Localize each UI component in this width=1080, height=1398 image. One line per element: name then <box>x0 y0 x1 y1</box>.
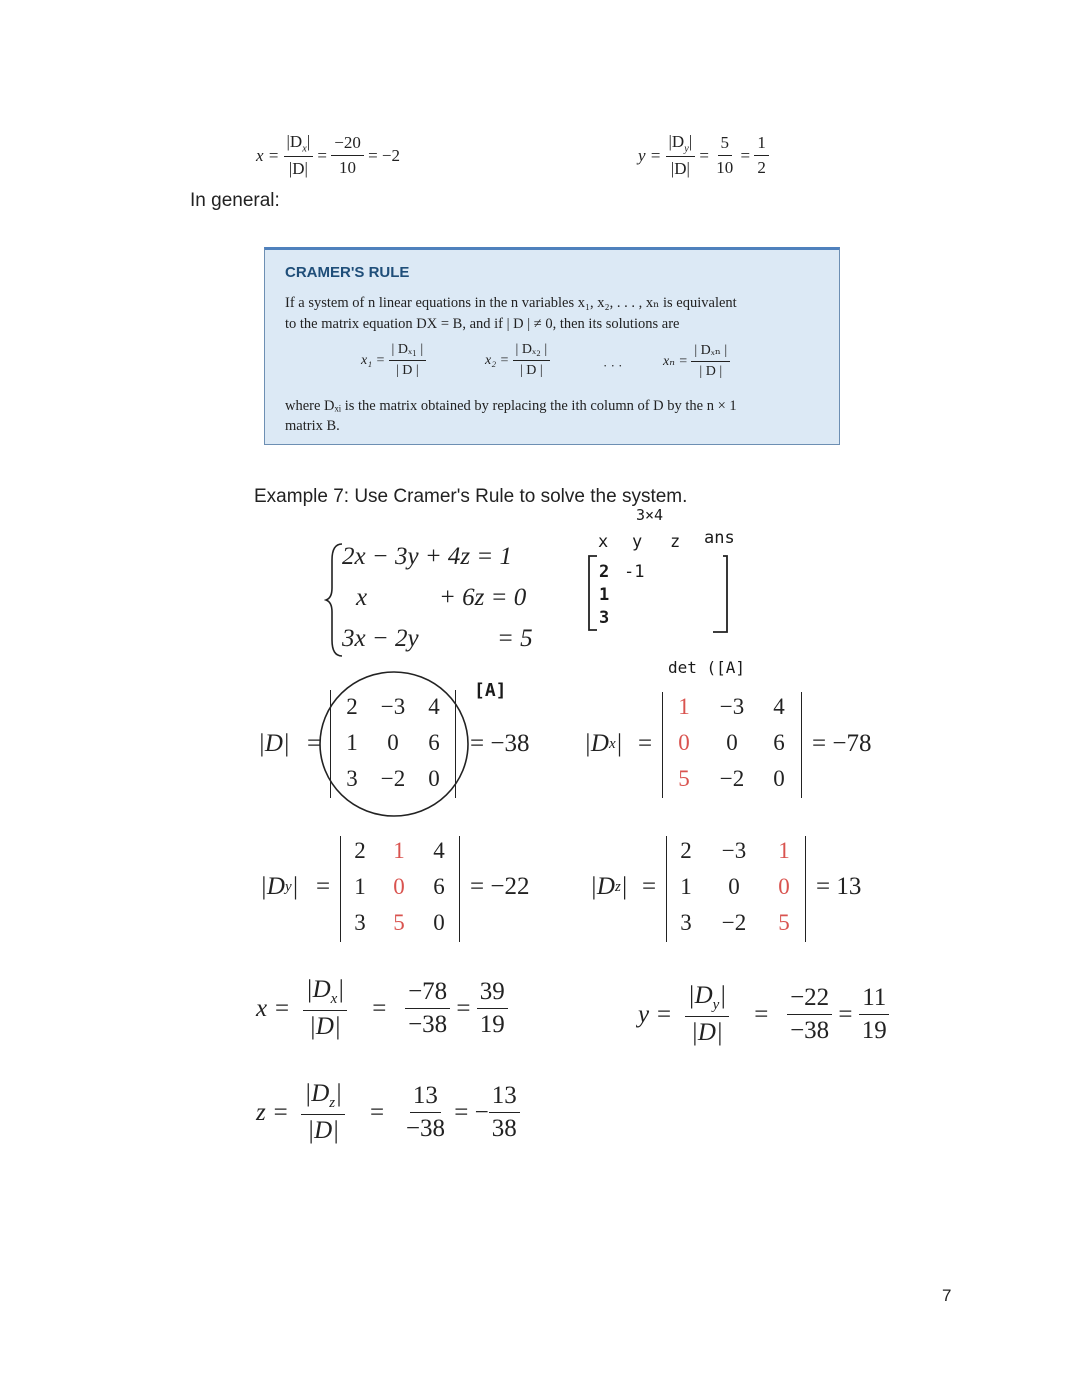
cramer-rule-box <box>264 247 840 445</box>
hand-det-label: det ([A] <box>668 658 746 677</box>
top-y-formula: y = $\frac{|D_y|}{|D|}$ = $\frac{5}{10}$ = $\frac{1}{2}$ <box>638 132 769 179</box>
det-D-result: = −38 <box>470 730 530 757</box>
det-Dx-matrix: 1 −3 4 0 0 6 5 −2 0 <box>662 692 802 798</box>
fraction: $\frac{11}{19}$ <box>859 984 890 1045</box>
x-lhs: x = <box>256 145 280 165</box>
hand-A-label: [A] <box>474 680 507 701</box>
handwritten-3x4: 3×4 <box>636 506 664 524</box>
cramer-title: CRAMER'S RULE <box>285 264 410 281</box>
hand-col1-r3: 3 <box>599 608 610 628</box>
in-general-label: In general: <box>190 190 280 211</box>
fraction: $\frac{-78}{-38}$ <box>405 978 450 1039</box>
solution-z: z = $\frac{|D_z|}{|D|}$ = $\frac{13}{-38}$ = − $\frac{13}{38}$ <box>256 1080 520 1145</box>
fraction: $\frac{|D_y|}{|D|}$ <box>666 132 696 179</box>
fraction: $\frac{39}{19}$ <box>477 978 508 1039</box>
cramer-dots: · · · <box>603 358 623 373</box>
det-Dz-matrix: 2 −3 1 1 0 0 3 −2 5 <box>666 836 806 942</box>
cramer-formula-2: x₂ = $\frac{\text{| Dₓ₂ |}}{| D |}$ <box>485 342 550 379</box>
fraction: $\frac{|D_y|}{|D|}$ <box>685 982 729 1047</box>
hand-header-z: z <box>670 532 681 552</box>
fraction: $\frac{1}{2}$ <box>754 133 769 178</box>
fraction: $\frac{|D_x|}{|D|}$ <box>303 976 347 1041</box>
cramer-line3: where Dₓᵢ is the matrix obtained by replacing the ith column of D by the n × 1 <box>285 398 737 414</box>
fraction: $\frac{13}{38}$ <box>489 1082 520 1143</box>
det-Dz-eq: = <box>642 873 657 900</box>
det-Dy-matrix: 2 1 4 1 0 6 3 5 0 <box>340 836 460 942</box>
det-D-label: |D| <box>258 730 290 757</box>
hand-header-y: y <box>632 532 643 552</box>
hand-header-ans: ans <box>704 528 735 548</box>
hand-col1-r1: 2 <box>599 562 610 582</box>
cramer-line2: to the matrix equation DX = B, and if | D | ≠ 0, then its solutions are <box>285 316 680 332</box>
fraction: $\frac{|D_z|}{|D|}$ <box>301 1080 345 1145</box>
x-result: = −2 <box>368 145 401 165</box>
fraction: $\frac{-20}{10}$ <box>331 133 364 178</box>
hand-header-x: x <box>598 532 609 552</box>
cramer-line4: matrix B. <box>285 418 340 434</box>
solution-y: y = $\frac{|D_y|}{|D|}$ = $\frac{-22}{-38}$ = $\frac{11}{19}$ <box>638 982 890 1047</box>
system-eq2-rest: + 6z = 0 <box>439 584 527 611</box>
solution-x: x = $\frac{|D_x|}{|D|}$ = $\frac{-78}{-38}$ = $\frac{39}{19}$ <box>256 976 508 1041</box>
det-Dy-eq: = <box>316 873 331 900</box>
cramer-formula-n: xₙ = $\frac{\text{| Dₓₙ |}}{| D |}$ <box>663 342 730 380</box>
det-Dx-eq: = <box>638 730 653 757</box>
fraction: $\frac{13}{-38}$ <box>405 1082 445 1142</box>
cramer-formula-1: x₁ = $\frac{\text{| Dₓ₁ |}}{| D |}$ <box>361 342 426 379</box>
hand-circle <box>314 666 474 826</box>
det-Dx-label: |D x | <box>584 730 623 757</box>
det-Dz-label: |D z | <box>590 873 628 900</box>
hand-col1-r2: 1 <box>599 585 610 605</box>
page-number: 7 <box>942 1286 952 1305</box>
top-x-formula: x = $\frac{|D_x|}{|D|}$ = $\frac{-20}{10}$ = −2 <box>256 132 401 179</box>
det-Dx-result: = −78 <box>812 730 872 757</box>
fraction: $\frac{5}{10}$ <box>716 133 734 178</box>
det-Dy-result: = −22 <box>470 873 530 900</box>
fraction: $\frac{-22}{-38}$ <box>787 984 832 1045</box>
det-Dz-result: = 13 <box>816 873 862 900</box>
cramer-line1: If a system of n linear equations in the n variables x₁, x₂, . . . , xₙ is equivalent <box>285 295 737 311</box>
system-eq2-x: x <box>356 584 368 611</box>
det-D-matrix: 2 −3 4 1 0 6 3 −2 0 <box>330 690 456 798</box>
system-eq3-right: = 5 <box>497 625 533 652</box>
system-eq1: 2x − 3y + 4z = 1 <box>342 543 513 570</box>
det-D-eq: = <box>307 730 322 757</box>
det-Dy-label: |D y | <box>260 873 299 900</box>
hand-col2-r1: -1 <box>624 562 645 582</box>
fraction: $\frac{|D_x|}{|D|}$ <box>284 132 314 179</box>
y-lhs: y = <box>638 145 662 165</box>
example-heading: Example 7: Use Cramer's Rule to solve the system. <box>254 486 688 507</box>
system-eq3-left: 3x − 2y <box>342 625 419 652</box>
